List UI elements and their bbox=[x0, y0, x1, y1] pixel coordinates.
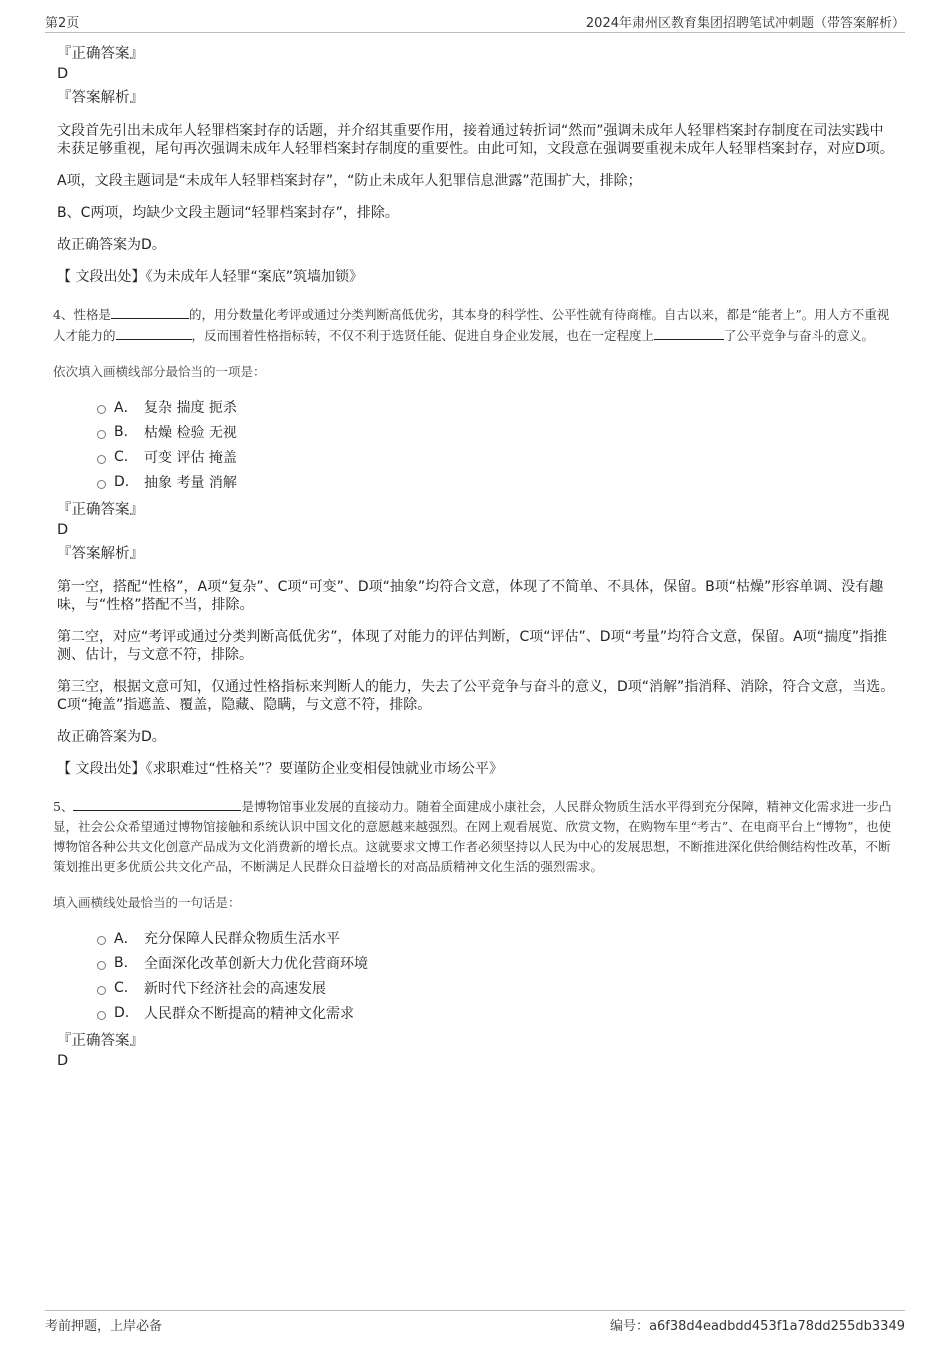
analysis-paragraph: 故正确答案为D。 bbox=[57, 729, 166, 745]
question-number: 4、 bbox=[53, 307, 74, 322]
source-citation: 【 文段出处】《求职难过“性格关”？要谨防企业变相侵蚀就业市场公平》 bbox=[57, 761, 503, 777]
analysis-paragraph: 第三空，根据文意可知，仅通过性格指标来判断人的能力，失去了公平竞争与奋斗的意义，D项“消解”指消释、消除，符合文意，当选。C项“掩盖”指遮盖、覆盖，隐藏、隐瞒，与文意不符，排除。 bbox=[57, 679, 895, 713]
correct-answer-label: 『正确答案』 bbox=[57, 1033, 144, 1049]
radio-icon[interactable] bbox=[97, 405, 106, 414]
radio-icon[interactable] bbox=[97, 455, 106, 464]
analysis-paragraph: A项，文段主题词是“未成年人轻罪档案封存”，“防止未成年人犯罪信息泄露”范围扩大，排除； bbox=[57, 173, 642, 189]
document-title: 2024年肃州区教育集团招聘笔试冲刺题（带答案解析） bbox=[585, 16, 905, 31]
page-number: 第2页 bbox=[45, 16, 80, 31]
document-code bbox=[610, 1315, 905, 1334]
option-c[interactable]: C. 新时代下经济社会的高速发展 bbox=[97, 975, 897, 1000]
code-label: 编号： bbox=[610, 1319, 650, 1334]
fill-blank bbox=[654, 325, 724, 340]
fill-blank bbox=[116, 325, 192, 340]
question-instruction: 填入画横线处最恰当的一句话是： bbox=[53, 895, 241, 910]
correct-answer-value: D bbox=[57, 522, 69, 538]
correct-answer-value: D bbox=[57, 1053, 69, 1069]
correct-answer-value: D bbox=[57, 66, 69, 82]
option-b[interactable]: B. 枯燥 检验 无视 bbox=[97, 419, 897, 444]
radio-icon[interactable] bbox=[97, 480, 106, 489]
option-c[interactable]: C. 可变 评估 掩盖 bbox=[97, 444, 897, 469]
option-list bbox=[97, 925, 897, 1025]
analysis-paragraph: 故正确答案为D。 bbox=[57, 237, 166, 253]
option-list bbox=[97, 394, 897, 494]
radio-icon[interactable] bbox=[97, 961, 106, 970]
question-text: 4、性格是 的，用分数量化考评或通过分类判断高低优劣，其本身的科学性、公平性就有待商榷。自古以来，都是“能者上”。用人方不重视人才能力的 ，反而围着性格指标转，不仅不利于选贤任能、促进自身企业发展，也在一定程度上 了公平竞争与奋斗的意义。 bbox=[53, 304, 897, 346]
page-header bbox=[45, 12, 905, 33]
document-content bbox=[53, 44, 897, 1075]
fill-blank bbox=[111, 304, 189, 319]
analysis-label: 『答案解析』 bbox=[57, 90, 144, 106]
analysis-paragraph: 第二空，对应“考评或通过分类判断高低优劣”，体现了对能力的评估判断，C项“评估”、D项“考量”均符合文意，保留。A项“揣度”指推测、估计，与文意不符，排除。 bbox=[57, 629, 888, 663]
radio-icon[interactable] bbox=[97, 1011, 106, 1020]
option-b[interactable]: B. 全面深化改革创新大力优化营商环境 bbox=[97, 950, 897, 975]
question-number: 5、 bbox=[53, 799, 74, 814]
radio-icon[interactable] bbox=[97, 936, 106, 945]
footer-slogan: 考前押题，上岸必备 bbox=[45, 1319, 163, 1334]
option-a[interactable]: A． 复杂 揣度 扼杀 bbox=[97, 394, 897, 419]
q3-answer-block bbox=[57, 44, 897, 286]
option-d[interactable]: D. 抽象 考量 消解 bbox=[97, 469, 897, 494]
option-d[interactable]: D. 人民群众不断提高的精神文化需求 bbox=[97, 1000, 897, 1025]
question-4 bbox=[53, 304, 897, 778]
radio-icon[interactable] bbox=[97, 986, 106, 995]
page-footer bbox=[45, 1310, 905, 1336]
correct-answer-label: 『正确答案』 bbox=[57, 502, 144, 518]
analysis-paragraph: 文段首先引出未成年人轻罪档案封存的话题，并介绍其重要作用，接着通过转折词“然而”强调未成年人轻罪档案封存制度在司法实践中未获足够重视，尾句再次强调未成年人轻罪档案封存制度的重要性。由此可知，文段意在强调要重视未成年人轻罪档案封存，对应D项。 bbox=[57, 123, 894, 157]
analysis-paragraph: B、C两项，均缺少文段主题词“轻罪档案封存”，排除。 bbox=[57, 205, 399, 221]
question-instruction: 依次填入画横线部分最恰当的一项是： bbox=[53, 364, 266, 379]
source-citation: 【 文段出处】《为未成年人轻罪“案底”筑墙加锁》 bbox=[57, 269, 363, 285]
analysis-label: 『答案解析』 bbox=[57, 546, 144, 562]
correct-answer-label: 『正确答案』 bbox=[57, 46, 144, 62]
analysis-paragraph: 第一空，搭配“性格”，A项“复杂”、C项“可变”、D项“抽象”均符合文意，体现了不简单、不具体，保留。B项“枯燥”形容单调、没有趣味，与“性格”搭配不当，排除。 bbox=[57, 579, 884, 613]
question-5 bbox=[53, 796, 897, 1071]
fill-blank bbox=[73, 796, 241, 811]
option-a[interactable]: A． 充分保障人民群众物质生活水平 bbox=[97, 925, 897, 950]
question-text: 5、 是博物馆事业发展的直接动力。随着全面建成小康社会，人民群众物质生活水平得到充分保障，精神文化需求进一步凸显，社会公众希望通过博物馆接触和系统认识中国文化的意愿越来越强烈。在网上观看展览、欣赏文物，在购物车里“考古”、在电商平台上“博物”，也使博物馆各种公共文化创意产品成为文化消费新的增长点。这就要求文博工作者必须坚持以人民为中心的发展思想，不断推进深化供给侧结构性改革，不断策划推出更多优质公共文化产品，不断满足人民群众日益增长的对高品质精神文化生活的强烈需求。 bbox=[53, 796, 897, 877]
code-value: a6f38d4eadbdd453f1a78dd255db3349 bbox=[649, 1319, 905, 1334]
radio-icon[interactable] bbox=[97, 430, 106, 439]
